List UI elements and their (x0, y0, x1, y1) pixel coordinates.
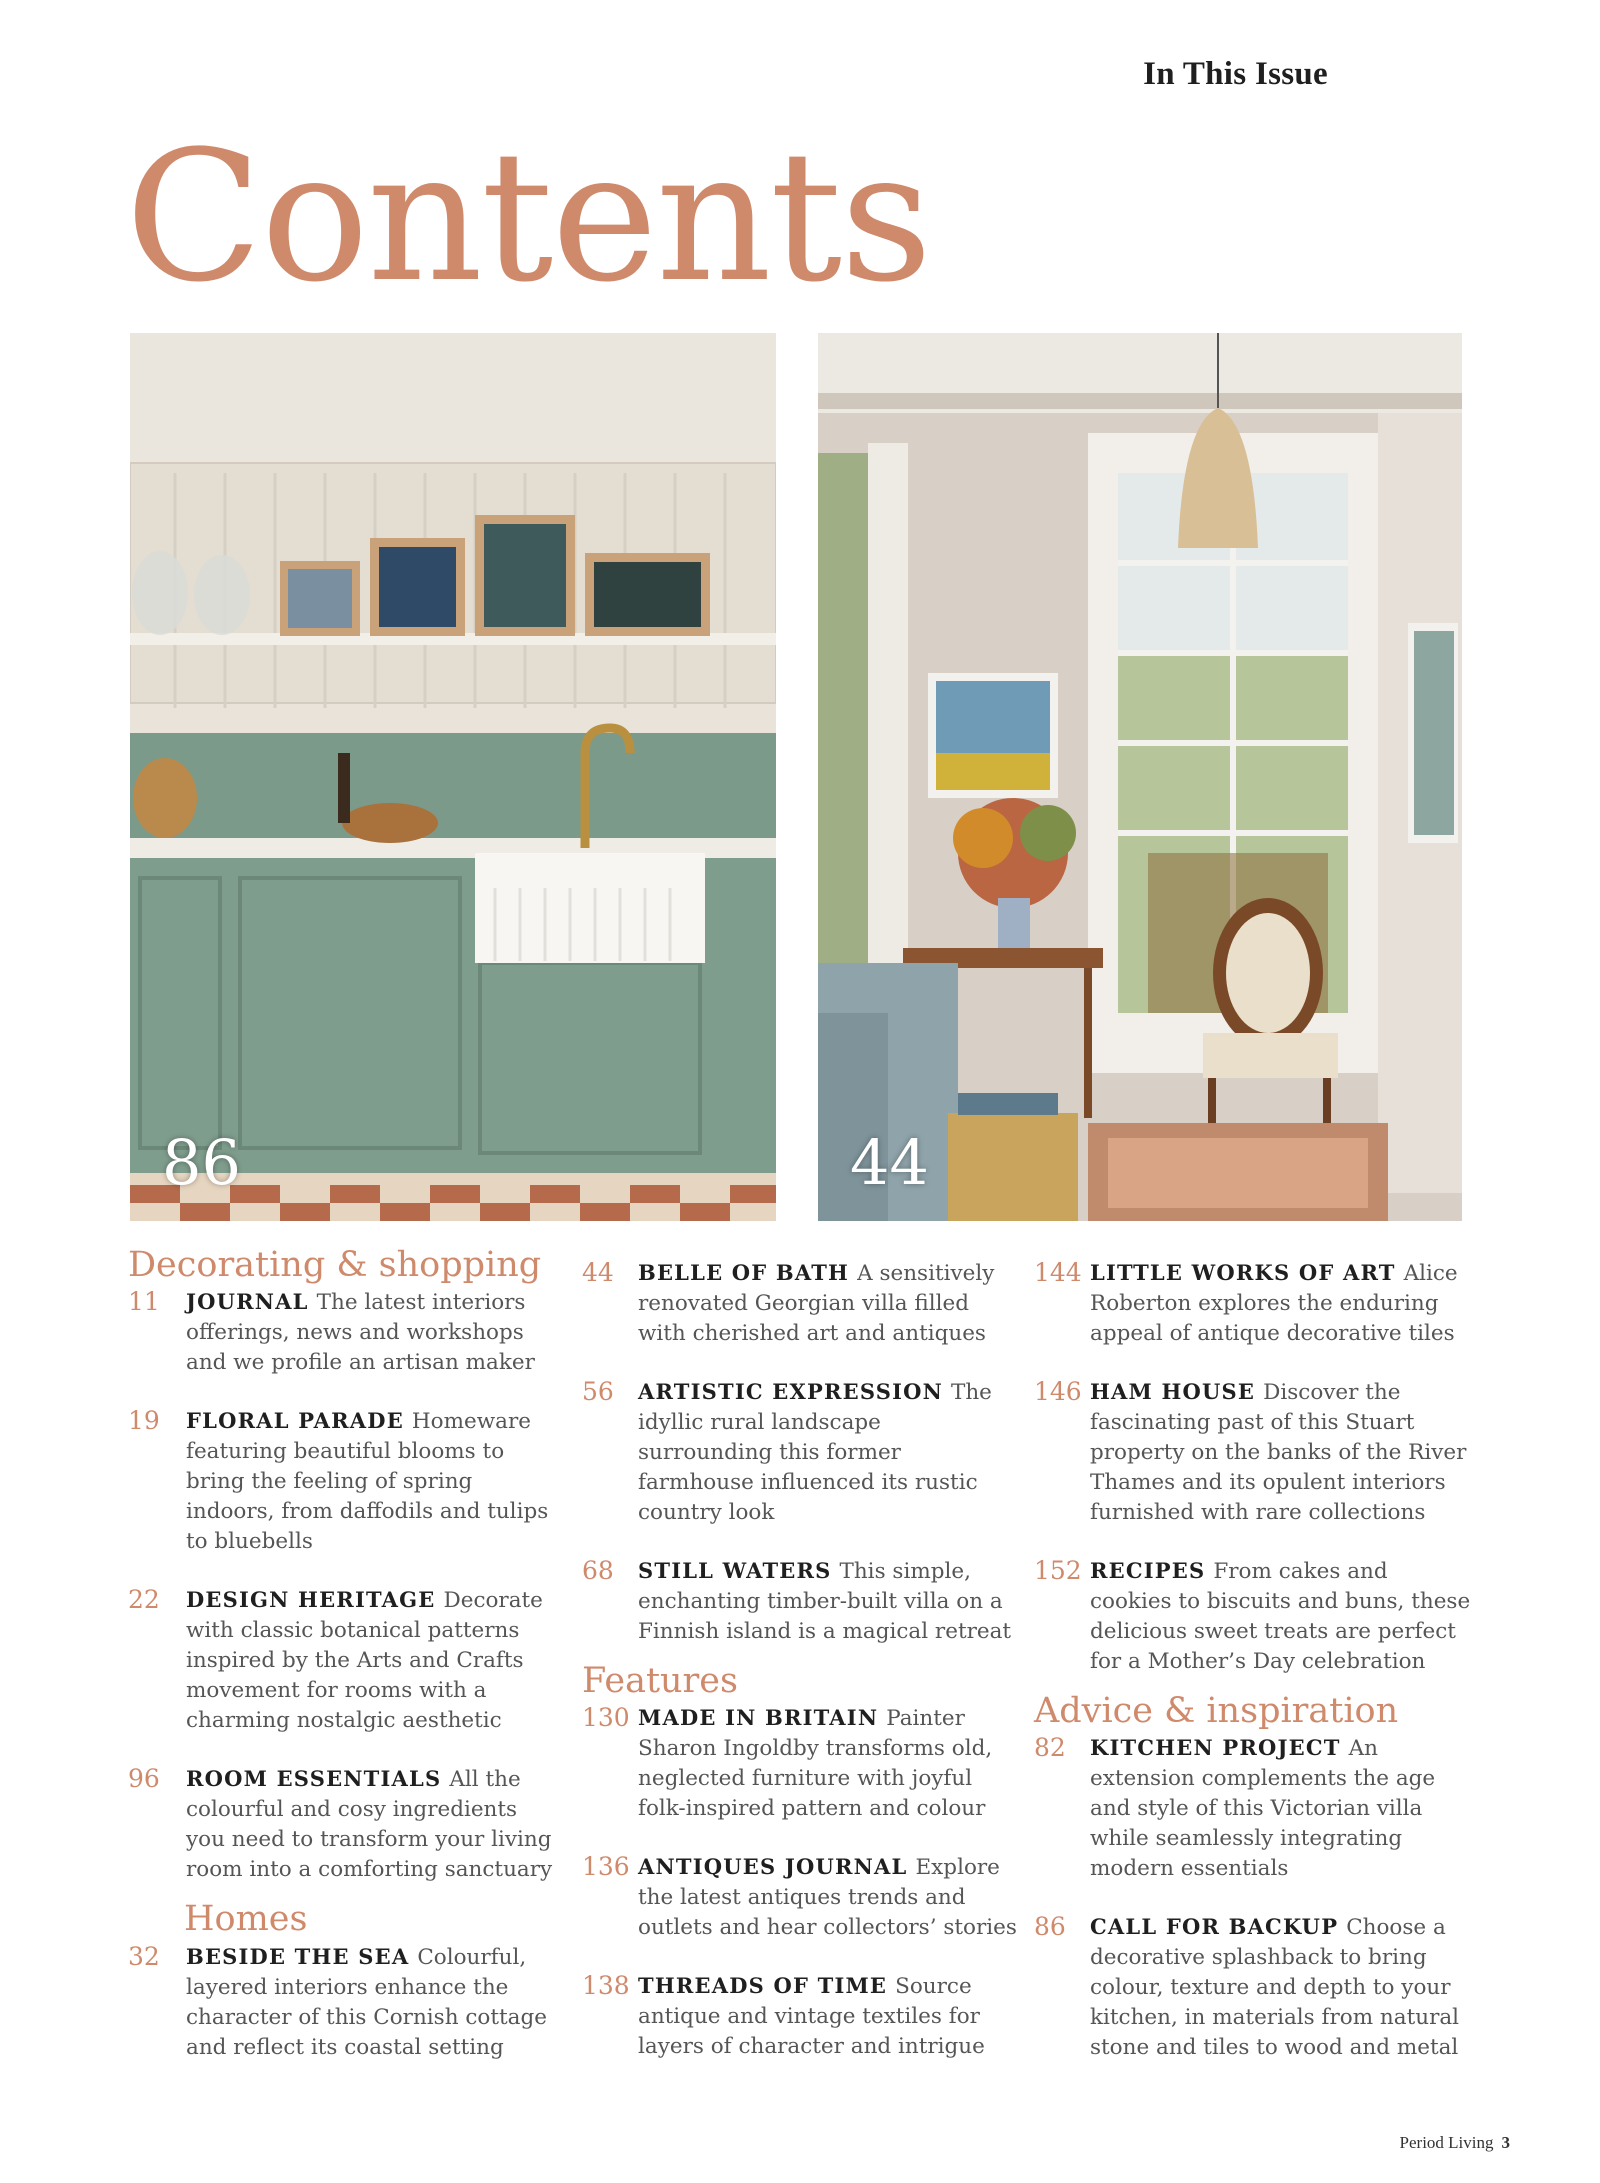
entry-title: ARTISTIC EXPRESSION (638, 1379, 943, 1404)
entry-title: MADE IN BRITAIN (638, 1705, 879, 1731)
entry-page-number: 130 (582, 1703, 630, 1733)
entry-page-number: 138 (582, 1971, 630, 2001)
entry-title: HAM HOUSE (1090, 1379, 1256, 1404)
kitchen-illustration (130, 333, 776, 1221)
entry-title: THREADS OF TIME (638, 1973, 888, 1999)
living-room-photo (818, 333, 1462, 1221)
entry-description: Painter Sharon Ingoldby transforms old, neglected furniture with joyful folk-inspired pattern and colour (638, 1706, 993, 1822)
entry-page-number: 56 (582, 1377, 614, 1406)
entry-title: LITTLE WORKS OF ART (1090, 1260, 1396, 1285)
living-room-illustration (818, 333, 1462, 1221)
section-heading: Advice & inspiration (1034, 1691, 1399, 1731)
entry-title: FLORAL PARADE (186, 1408, 404, 1434)
contents-entry[interactable] (1034, 1258, 1474, 1349)
contents-entry[interactable] (128, 1287, 560, 1378)
contents-column-3 (1034, 1258, 1474, 2091)
contents-entry[interactable] (1034, 1377, 1474, 1528)
contents-entry[interactable] (1034, 1556, 1474, 1677)
entry-page-number: 144 (1034, 1258, 1082, 1287)
entry-description: From cakes and cookies to biscuits and buns, these delicious sweet treats are perfect for a Mother’s Day celebration (1090, 1559, 1471, 1674)
kitchen-photo (130, 333, 776, 1221)
section-heading: Homes (184, 1899, 308, 1940)
entry-description: Decorate with classic botanical patterns inspired by the Arts and Crafts movement for rooms with a charming nostalgic aesthetic (186, 1588, 543, 1734)
entry-description: Source antique and vintage textiles for layers of character and intrigue (638, 1974, 985, 2060)
entry-title: DESIGN HERITAGE (186, 1587, 436, 1613)
entry-page-number: 32 (128, 1941, 160, 1971)
section-heading: Features (582, 1661, 738, 1701)
contents-entry[interactable] (128, 1942, 560, 2063)
entry-page-number: 19 (128, 1406, 160, 1436)
contents-entry[interactable] (128, 1585, 560, 1736)
entry-title: CALL FOR BACKUP (1090, 1914, 1339, 1940)
entry-page-number: 11 (128, 1287, 160, 1317)
contents-entry[interactable] (128, 1764, 560, 1885)
contents-entry[interactable] (1034, 1733, 1474, 1884)
entry-page-number: 152 (1034, 1556, 1082, 1585)
page-title: Contents (125, 113, 931, 322)
entry-description: The latest interiors offerings, news and workshops and we profile an artisan maker (186, 1290, 535, 1376)
contents-column-2 (582, 1258, 1017, 2090)
entry-page-number: 146 (1034, 1377, 1082, 1406)
entry-description: This simple, enchanting timber-built villa on a Finnish island is a magical retreat (638, 1559, 1012, 1644)
entry-description: Alice Roberton explores the enduring appeal of antique decorative tiles (1090, 1261, 1458, 1346)
entry-page-number: 44 (582, 1258, 614, 1287)
contents-entry[interactable] (582, 1971, 1017, 2062)
magazine-name: Period Living (1399, 2133, 1494, 2152)
entry-description: Homeware featuring beautiful blooms to bring the feeling of spring indoors, from daffodils and tulips to bluebells (186, 1409, 549, 1555)
contents-entry[interactable] (582, 1556, 1017, 1647)
contents-entry[interactable] (128, 1406, 560, 1557)
entry-page-number: 96 (128, 1764, 160, 1794)
photo-page-number[interactable]: 44 (850, 1126, 929, 1199)
contents-column-1 (128, 1245, 560, 2091)
entry-page-number: 86 (1034, 1912, 1066, 1942)
entry-title: ANTIQUES JOURNAL (638, 1854, 908, 1880)
entry-page-number: 22 (128, 1585, 160, 1615)
contents-entry[interactable] (582, 1377, 1017, 1528)
entry-title: JOURNAL (186, 1289, 309, 1315)
entry-description: A sensitively renovated Georgian villa filled with cherished art and antiques (638, 1261, 995, 1346)
entry-title: BELLE OF BATH (638, 1260, 850, 1285)
entry-description: Choose a decorative splashback to bring colour, texture and depth to your kitchen, in materials from natural stone and tiles to wood and metal (1090, 1915, 1460, 2061)
entry-title: ROOM ESSENTIALS (186, 1766, 442, 1792)
page-number: 3 (1501, 2133, 1510, 2152)
section-label: In This Issue (1143, 56, 1328, 92)
entry-title: STILL WATERS (638, 1558, 832, 1583)
entry-description: All the colourful and cosy ingredients you need to transform your living room into a comforting sanctuary (186, 1767, 553, 1883)
photo-page-number[interactable]: 86 (162, 1126, 241, 1199)
entry-page-number: 82 (1034, 1733, 1066, 1763)
entry-page-number: 68 (582, 1556, 614, 1585)
page-footer (1400, 2133, 1510, 2153)
contents-entry[interactable] (582, 1703, 1017, 1824)
contents-entry[interactable] (1034, 1912, 1474, 2063)
contents-entry[interactable] (582, 1852, 1017, 1943)
entry-description: Colourful, layered interiors enhance the character of this Cornish cottage and reflect its coastal setting (186, 1944, 547, 2060)
entry-page-number: 136 (582, 1852, 630, 1882)
section-heading: Decorating & shopping (128, 1245, 542, 1285)
entry-description: Discover the fascinating past of this Stuart property on the banks of the River Thames and its opulent interiors furnished with rare collections (1090, 1380, 1467, 1525)
entry-description: Explore the latest antiques trends and outlets and hear collectors’ stories (638, 1855, 1017, 1941)
entry-title: KITCHEN PROJECT (1090, 1735, 1341, 1761)
contents-entry[interactable] (582, 1258, 1017, 1349)
entry-title: RECIPES (1090, 1558, 1206, 1583)
entry-description: An extension complements the age and style of this Victorian villa while seamlessly integrating modern essentials (1090, 1736, 1436, 1882)
entry-title: BESIDE THE SEA (186, 1943, 410, 1969)
entry-description: The idyllic rural landscape surrounding this former farmhouse influenced its rustic country look (638, 1380, 992, 1525)
